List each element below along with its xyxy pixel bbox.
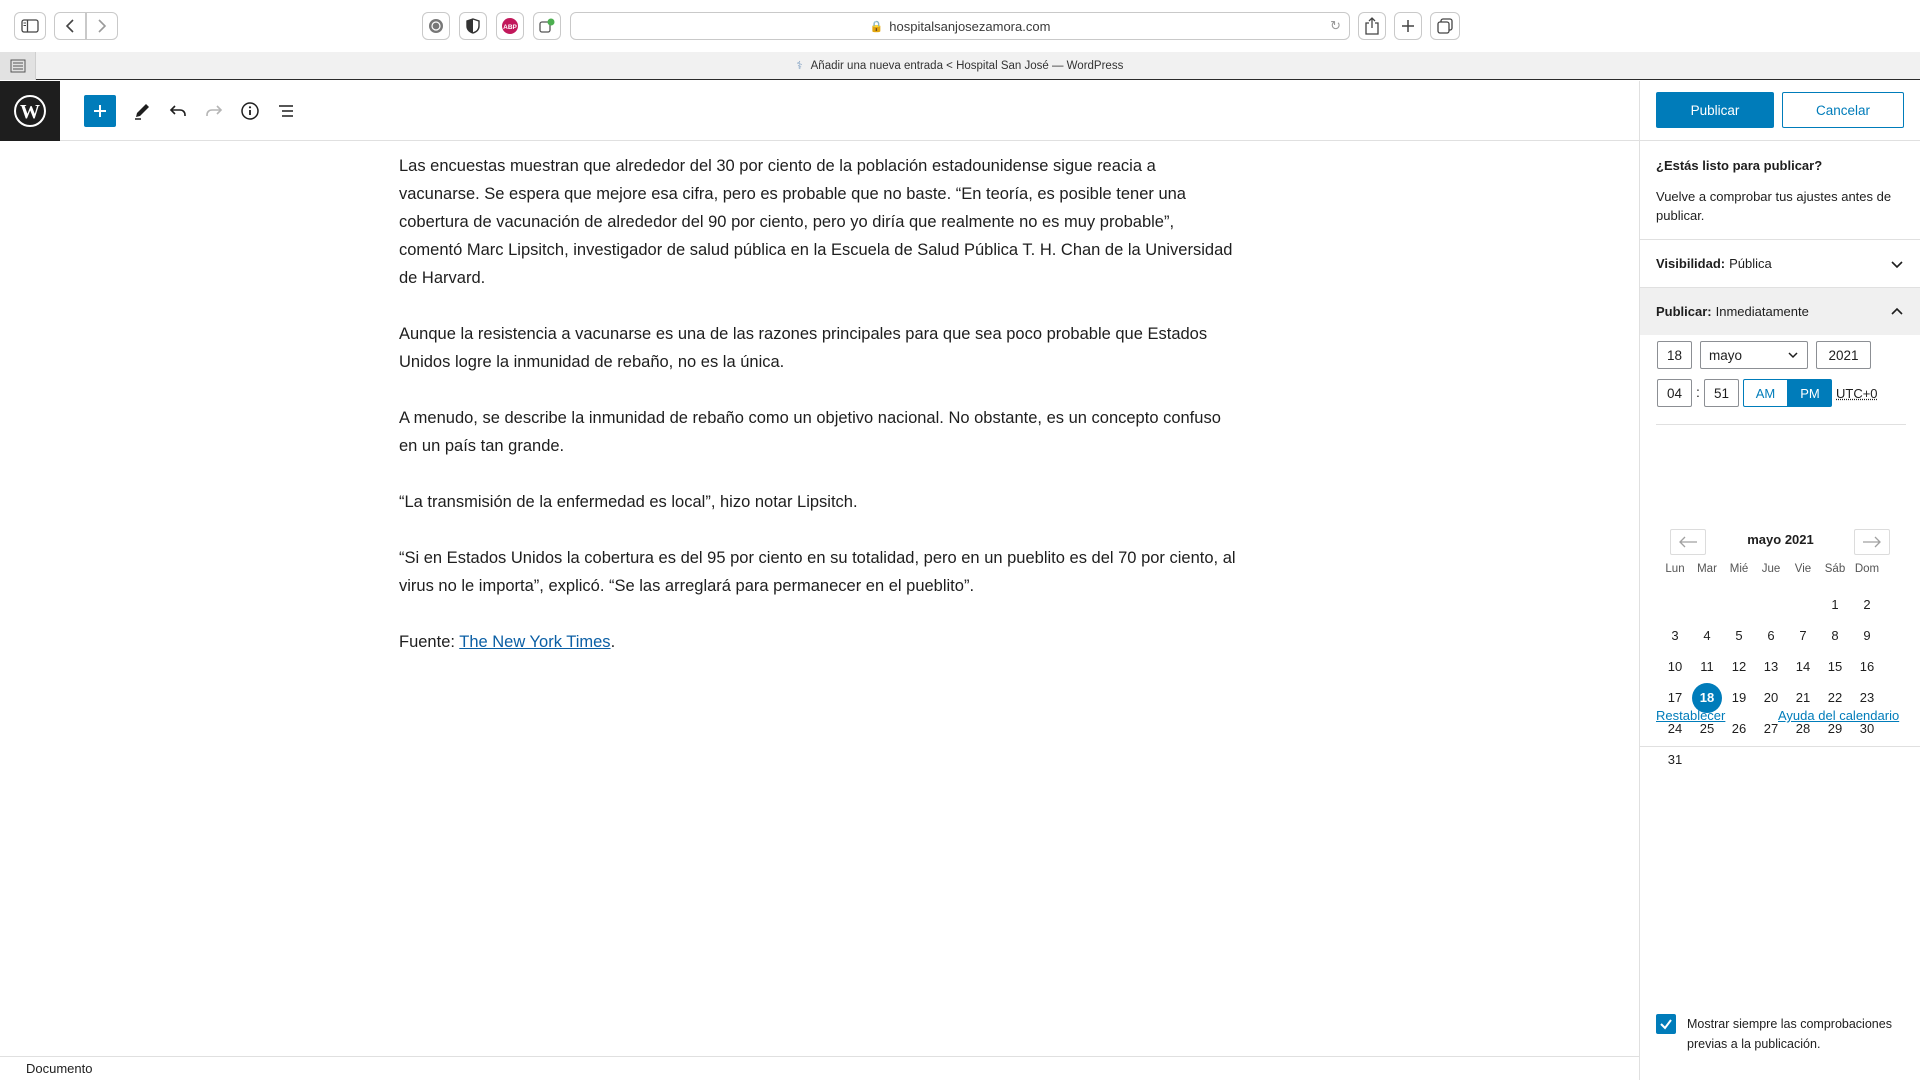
- calendar-day[interactable]: 2: [1863, 597, 1871, 612]
- calendar-day[interactable]: 14: [1795, 659, 1811, 674]
- tabs-icon: [1437, 18, 1453, 34]
- calendar-day[interactable]: 11: [1700, 659, 1714, 674]
- calendar-day[interactable]: 22: [1827, 690, 1843, 705]
- globe-icon: [427, 17, 445, 35]
- source-suffix: .: [610, 633, 616, 651]
- calendar-day[interactable]: 9: [1863, 628, 1871, 643]
- details-button[interactable]: [236, 97, 264, 125]
- editor-header: [0, 81, 1640, 141]
- divider: [1640, 746, 1920, 747]
- calendar-days: [1659, 589, 1915, 775]
- calendar-day[interactable]: 10: [1667, 659, 1683, 674]
- plus-icon: [92, 103, 108, 119]
- grid-icon: [10, 59, 26, 73]
- new-tab-button[interactable]: [1394, 12, 1422, 40]
- sidebar-toggle-button[interactable]: [14, 12, 46, 40]
- paragraph-block[interactable]: Las encuestas muestran que alrededor del 30 por ciento de la población estadounidense sigue reacia a vacunarse. Se espera que mejore esa cifra, pero es probable que no baste. “En teoría, es posible tener una cobertura de vacunación de alrededor del 90 por ciento, pero yo diría que realmente no es muy probable”, comentó Marc Lipsitch, investigador de salud pública en la Escuela de Salud Pública T. H. Chan de la Universidad de Harvard.: [399, 157, 1233, 287]
- extension-tabs-button[interactable]: [533, 12, 561, 40]
- add-block-button[interactable]: [84, 95, 116, 127]
- calendar-day[interactable]: 3: [1671, 628, 1679, 643]
- tab-overview-button[interactable]: [1430, 12, 1460, 40]
- selected-day[interactable]: 18: [1692, 683, 1722, 713]
- weekday-label: Mié: [1729, 563, 1749, 575]
- calendar-day[interactable]: 8: [1831, 628, 1839, 643]
- calendar-weekdays: [1659, 555, 1915, 583]
- plus-icon: [1401, 19, 1415, 33]
- calendar-empty-cell: [1755, 589, 1787, 620]
- calendar-grid: [1659, 555, 1915, 775]
- source-link[interactable]: The New York Times: [459, 633, 611, 651]
- publish-when-value: Inmediatamente: [1715, 304, 1809, 319]
- weekday-label: Dom: [1854, 563, 1880, 575]
- prepublish-header: [1640, 81, 1920, 141]
- source-prefix: Fuente:: [399, 633, 460, 651]
- source-paragraph[interactable]: [399, 628, 1239, 656]
- prepublish-description: Vuelve a comprobar tus ajustes antes de publicar.: [1656, 189, 1892, 223]
- calendar-day[interactable]: 30: [1859, 721, 1875, 736]
- next-month-button[interactable]: [1854, 529, 1890, 555]
- calendar-day[interactable]: 7: [1799, 628, 1807, 643]
- visibility-label: Visibilidad:: [1656, 256, 1726, 271]
- time-separator: :: [1696, 384, 1700, 400]
- checkmark-icon: [1659, 1017, 1673, 1031]
- extension-icon: [538, 17, 556, 35]
- visibility-value: Pública: [1729, 256, 1772, 271]
- paragraph-block[interactable]: Aunque la resistencia a vacunarse es una de las razones principales para que sea poco probable que Estados Unidos logre la inmunidad de rebaño, no es la única.: [399, 325, 1208, 371]
- publish-button[interactable]: Publicar: [1656, 92, 1774, 128]
- undo-button[interactable]: [164, 97, 192, 125]
- info-icon: [240, 101, 260, 121]
- list-view-icon: [276, 101, 296, 121]
- reset-date-link[interactable]: Restablecer: [1656, 708, 1726, 723]
- year-input[interactable]: 2021: [1816, 341, 1871, 369]
- day-input[interactable]: 18: [1657, 341, 1692, 369]
- calendar-empty-cell: [1659, 589, 1691, 620]
- calendar-month-label: mayo 2021: [1747, 532, 1814, 547]
- chevron-up-icon: [1887, 302, 1907, 322]
- minute-input[interactable]: 51: [1704, 379, 1739, 407]
- paragraph-block[interactable]: “La transmisión de la enfermedad es local”, hizo notar Lipsitch.: [399, 493, 858, 511]
- calendar-day[interactable]: 6: [1767, 628, 1775, 643]
- sidebar-icon: [21, 19, 39, 33]
- calendar-help-link[interactable]: Ayuda del calendario: [1778, 708, 1900, 723]
- weekday-label: Sáb: [1824, 563, 1846, 575]
- tools-button[interactable]: [128, 97, 156, 125]
- chevron-left-icon: [65, 19, 75, 33]
- url-text: hospitalsanjosezamora.com: [889, 18, 1051, 34]
- calendar-empty-cell: [1691, 589, 1723, 620]
- pencil-icon: [132, 101, 152, 121]
- am-button[interactable]: AM: [1743, 379, 1788, 407]
- extension-shield-button[interactable]: [459, 12, 487, 40]
- calendar-day[interactable]: 19: [1731, 690, 1747, 705]
- weekday-label: Vie: [1794, 563, 1812, 575]
- arrow-right-icon: [1862, 536, 1882, 548]
- calendar-day[interactable]: 4: [1703, 628, 1711, 643]
- forward-button[interactable]: [86, 12, 118, 40]
- calendar-day[interactable]: 29: [1827, 721, 1843, 736]
- publish-date-panel-toggle[interactable]: [1640, 287, 1920, 335]
- wordpress-icon: [13, 94, 47, 128]
- calendar-day[interactable]: 27: [1763, 721, 1779, 736]
- cancel-button[interactable]: Cancelar: [1782, 92, 1904, 128]
- prepublish-title: ¿Estás listo para publicar?: [1656, 158, 1823, 173]
- share-icon: [1365, 17, 1379, 35]
- calendar-day[interactable]: 13: [1763, 659, 1779, 674]
- redo-button[interactable]: [200, 97, 228, 125]
- redo-icon: [204, 101, 224, 121]
- always-show-checkbox[interactable]: [1656, 1014, 1676, 1034]
- calendar-day[interactable]: 28: [1795, 721, 1811, 736]
- calendar-day[interactable]: 23: [1859, 690, 1875, 705]
- tab-grid-button[interactable]: [0, 52, 36, 80]
- weekday-label: Mar: [1697, 563, 1717, 575]
- post-content[interactable]: [399, 152, 1239, 684]
- calendar-day[interactable]: 15: [1827, 659, 1843, 674]
- visibility-panel-toggle[interactable]: [1640, 239, 1920, 287]
- calendar-day[interactable]: 20: [1763, 690, 1779, 705]
- chevron-down-icon: [1787, 349, 1799, 361]
- calendar-day[interactable]: 17: [1667, 690, 1683, 705]
- svg-text:W: W: [20, 101, 40, 123]
- hour-input[interactable]: 04: [1657, 379, 1692, 407]
- address-bar[interactable]: [570, 12, 1350, 40]
- calendar-day[interactable]: 12: [1731, 659, 1747, 674]
- svg-text:ABP: ABP: [503, 24, 517, 31]
- calendar-day[interactable]: 26: [1731, 721, 1747, 736]
- month-select[interactable]: [1700, 341, 1808, 369]
- undo-icon: [168, 101, 188, 121]
- divider: [1656, 424, 1906, 425]
- calendar-day[interactable]: 24: [1667, 721, 1683, 736]
- chevron-right-icon: [97, 19, 107, 33]
- lock-icon: 🔒: [869, 20, 884, 33]
- share-button[interactable]: [1358, 12, 1386, 40]
- calendar-day[interactable]: 5: [1735, 628, 1743, 643]
- calendar-day[interactable]: 16: [1859, 659, 1875, 674]
- extension-privacy-button[interactable]: [422, 12, 450, 40]
- calendar-day[interactable]: 1: [1831, 597, 1839, 612]
- calendar-day[interactable]: 31: [1667, 752, 1683, 767]
- reload-icon[interactable]: ↻: [1330, 18, 1341, 33]
- calendar-empty-cell: [1787, 589, 1819, 620]
- tab-bar[interactable]: [0, 52, 1920, 80]
- browser-toolbar: [0, 0, 1920, 52]
- month-select-value: mayo: [1709, 347, 1743, 363]
- shield-icon: [466, 18, 480, 34]
- weekday-label: Lun: [1665, 563, 1685, 575]
- block-breadcrumb: [0, 1056, 1640, 1080]
- publish-when-label: Publicar:: [1656, 304, 1712, 319]
- calendar-day[interactable]: 25: [1699, 721, 1715, 736]
- site-favicon-icon: ⚕: [796, 60, 803, 72]
- adblock-icon: [501, 17, 519, 35]
- prepublish-panel: [1639, 81, 1920, 1080]
- list-view-button[interactable]: [272, 97, 300, 125]
- extension-adblock-button[interactable]: [496, 12, 524, 40]
- paragraph-block[interactable]: “Si en Estados Unidos la cobertura es del 95 por ciento en su totalidad, pero en un pueblito es del 70 por ciento, al virus no le importa”, explicó. “Se las arreglará para permanecer en el pueblito”.: [399, 549, 1236, 595]
- always-show-label[interactable]: Mostrar siempre las comprobaciones previas a la publicación.: [1687, 1017, 1892, 1051]
- breadcrumb-document[interactable]: Documento: [26, 1061, 93, 1076]
- wordpress-logo-button[interactable]: [0, 81, 60, 141]
- weekday-label: Jue: [1761, 563, 1781, 575]
- chevron-down-icon: [1887, 254, 1907, 274]
- paragraph-block[interactable]: A menudo, se describe la inmunidad de rebaño como un objetivo nacional. No obstante, es un concepto confuso en un país tan grande.: [399, 409, 1221, 455]
- tab-title: Añadir una nueva entrada < Hospital San José — WordPress: [810, 59, 1124, 72]
- back-button[interactable]: [54, 12, 86, 40]
- pm-button[interactable]: PM: [1788, 379, 1832, 407]
- calendar-empty-cell: [1723, 589, 1755, 620]
- timezone-label[interactable]: UTC+0: [1836, 386, 1878, 401]
- calendar-day[interactable]: 21: [1795, 690, 1811, 705]
